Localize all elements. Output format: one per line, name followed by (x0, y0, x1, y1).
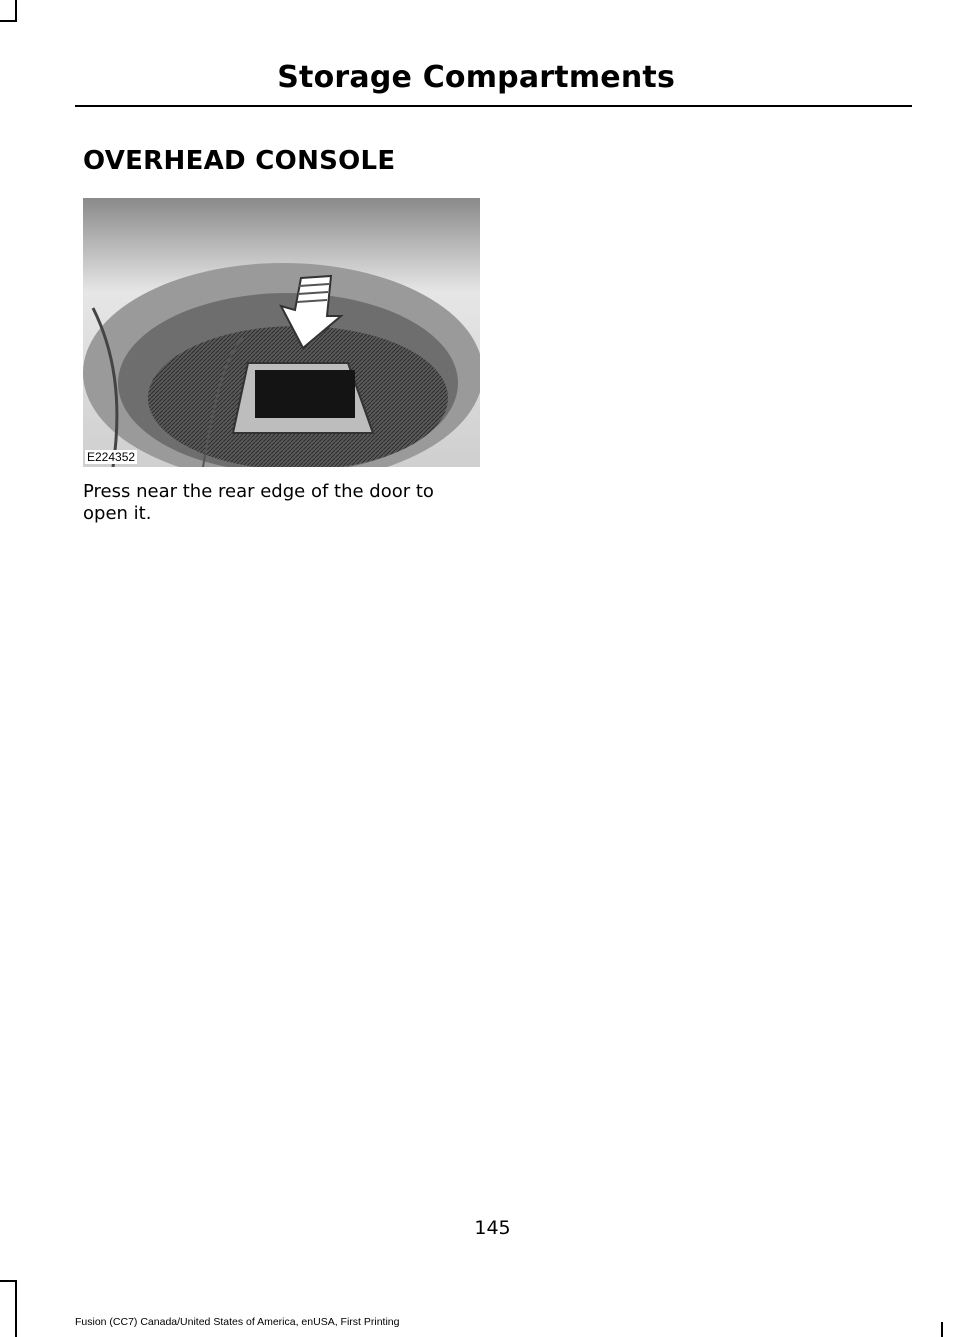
crop-mark-bottom-left-h (0, 1280, 17, 1282)
console-drawing (83, 198, 480, 467)
page-number: 145 (474, 1217, 511, 1239)
crop-mark-top-left-v (15, 0, 17, 22)
figure-id-label: E224352 (87, 450, 136, 464)
section-heading: OVERHEAD CONSOLE (83, 146, 396, 176)
instruction-text: Press near the rear edge of the door to open it. (83, 481, 434, 524)
footer-printing-info: Fusion (CC7) Canada/United States of America, enUSA, First Printing (75, 1316, 400, 1328)
crop-mark-top-left-h (0, 20, 17, 22)
page-header-title: Storage Compartments (277, 60, 675, 95)
crop-mark-bottom-left-v (15, 1280, 17, 1337)
door-recess (255, 370, 355, 418)
header-divider (75, 105, 912, 107)
crop-mark-bottom-right-v (941, 1322, 943, 1337)
overhead-console-illustration (83, 198, 480, 467)
